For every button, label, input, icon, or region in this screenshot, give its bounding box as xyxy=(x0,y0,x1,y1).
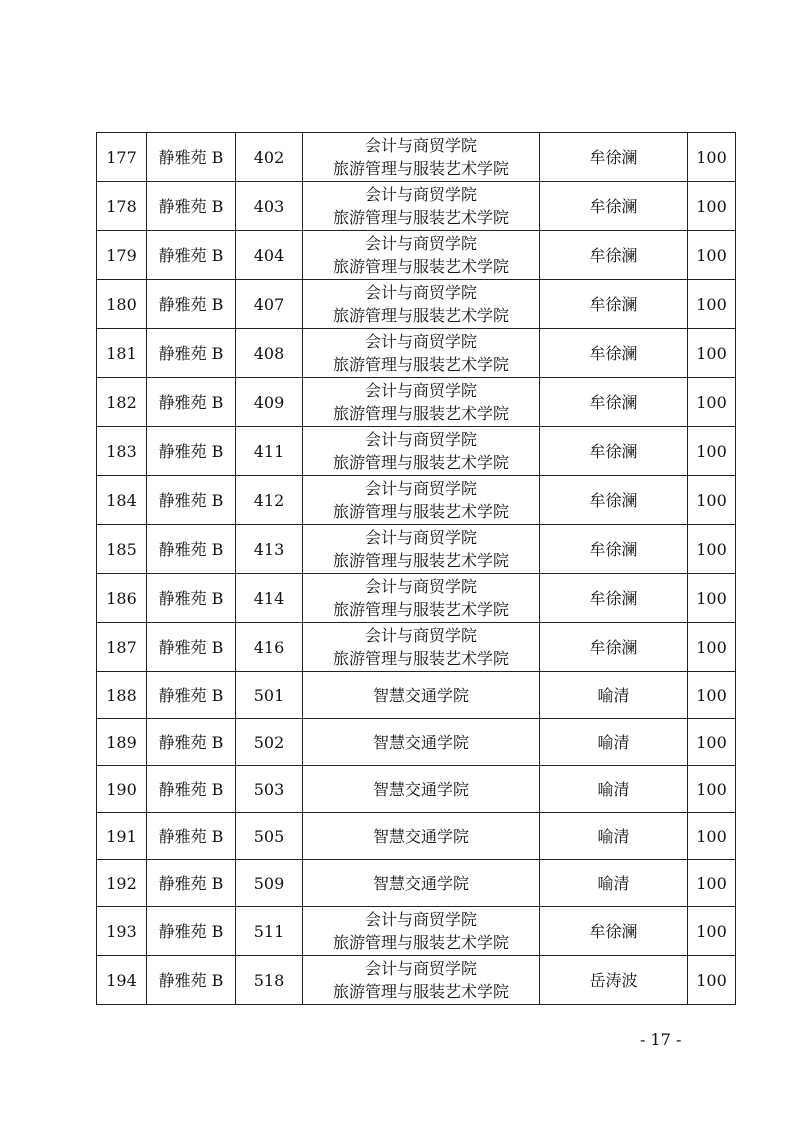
college-name: 旅游管理与服装艺术学院 xyxy=(332,159,509,178)
table-row xyxy=(97,329,736,378)
building-cell: 静雅苑 B xyxy=(147,182,236,231)
college-name: 智慧交通学院 xyxy=(372,826,469,846)
table-row xyxy=(97,476,736,525)
college-name: 旅游管理与服装艺术学院 xyxy=(332,649,509,668)
room-cell: 502 xyxy=(236,719,303,766)
counselor-cell: 牟徐澜 xyxy=(540,907,688,956)
table-row xyxy=(97,525,736,574)
row-number-cell: 184 xyxy=(97,476,147,525)
row-number-cell: 193 xyxy=(97,907,147,956)
counselor-cell: 喻清 xyxy=(540,860,688,907)
building-cell: 静雅苑 B xyxy=(147,280,236,329)
college-name: 旅游管理与服装艺术学院 xyxy=(332,502,509,521)
college-name: 智慧交通学院 xyxy=(372,873,469,893)
score-cell: 100 xyxy=(688,280,736,329)
college-cell xyxy=(303,907,540,956)
college-cell xyxy=(303,427,540,476)
college-name: 智慧交通学院 xyxy=(372,732,469,752)
row-number-cell: 188 xyxy=(97,672,147,719)
building-cell: 静雅苑 B xyxy=(147,813,236,860)
counselor-cell: 喻清 xyxy=(540,813,688,860)
room-cell: 413 xyxy=(236,525,303,574)
counselor-cell: 牟徐澜 xyxy=(540,231,688,280)
table-row xyxy=(97,907,736,956)
building-cell: 静雅苑 B xyxy=(147,133,236,182)
college-name: 会计与商贸学院 xyxy=(364,332,477,351)
counselor-cell: 牟徐澜 xyxy=(540,525,688,574)
college-name: 会计与商贸学院 xyxy=(364,234,477,253)
building-cell: 静雅苑 B xyxy=(147,907,236,956)
counselor-cell: 喻清 xyxy=(540,766,688,813)
score-cell: 100 xyxy=(688,672,736,719)
room-cell: 412 xyxy=(236,476,303,525)
table-row xyxy=(97,672,736,719)
counselor-cell: 牟徐澜 xyxy=(540,280,688,329)
building-cell: 静雅苑 B xyxy=(147,525,236,574)
building-cell: 静雅苑 B xyxy=(147,766,236,813)
building-cell: 静雅苑 B xyxy=(147,427,236,476)
college-cell xyxy=(303,329,540,378)
row-number-cell: 189 xyxy=(97,719,147,766)
table-row xyxy=(97,182,736,231)
room-cell: 403 xyxy=(236,182,303,231)
college-name: 智慧交通学院 xyxy=(372,685,469,705)
college-cell xyxy=(303,476,540,525)
college-name: 会计与商贸学院 xyxy=(364,185,477,204)
counselor-cell: 岳涛波 xyxy=(540,956,688,1005)
room-cell: 411 xyxy=(236,427,303,476)
college-name: 旅游管理与服装艺术学院 xyxy=(332,355,509,374)
room-cell: 518 xyxy=(236,956,303,1005)
college-cell xyxy=(303,623,540,672)
college-name: 会计与商贸学院 xyxy=(364,283,477,302)
college-name: 旅游管理与服装艺术学院 xyxy=(332,306,509,325)
table-body xyxy=(97,133,736,1005)
counselor-cell: 牟徐澜 xyxy=(540,427,688,476)
row-number-cell: 182 xyxy=(97,378,147,427)
building-cell: 静雅苑 B xyxy=(147,860,236,907)
college-cell xyxy=(303,133,540,182)
row-number-cell: 192 xyxy=(97,860,147,907)
room-cell: 409 xyxy=(236,378,303,427)
college-cell xyxy=(303,182,540,231)
page-number: - 17 - xyxy=(640,1030,682,1049)
row-number-cell: 180 xyxy=(97,280,147,329)
row-number-cell: 194 xyxy=(97,956,147,1005)
room-cell: 402 xyxy=(236,133,303,182)
building-cell: 静雅苑 B xyxy=(147,231,236,280)
score-cell: 100 xyxy=(688,476,736,525)
room-cell: 505 xyxy=(236,813,303,860)
college-name: 会计与商贸学院 xyxy=(364,479,477,498)
college-cell xyxy=(303,860,540,907)
room-cell: 416 xyxy=(236,623,303,672)
college-name: 旅游管理与服装艺术学院 xyxy=(332,551,509,570)
score-cell: 100 xyxy=(688,907,736,956)
room-cell: 407 xyxy=(236,280,303,329)
room-cell: 511 xyxy=(236,907,303,956)
college-name: 旅游管理与服装艺术学院 xyxy=(332,600,509,619)
row-number-cell: 187 xyxy=(97,623,147,672)
table-row xyxy=(97,860,736,907)
score-cell: 100 xyxy=(688,766,736,813)
college-cell xyxy=(303,574,540,623)
college-name: 会计与商贸学院 xyxy=(364,959,477,978)
score-cell: 100 xyxy=(688,231,736,280)
college-name: 旅游管理与服装艺术学院 xyxy=(332,257,509,276)
building-cell: 静雅苑 B xyxy=(147,672,236,719)
score-cell: 100 xyxy=(688,719,736,766)
college-name: 会计与商贸学院 xyxy=(364,136,477,155)
row-number-cell: 177 xyxy=(97,133,147,182)
college-name: 会计与商贸学院 xyxy=(364,430,477,449)
room-cell: 404 xyxy=(236,231,303,280)
counselor-cell: 牟徐澜 xyxy=(540,182,688,231)
room-cell: 501 xyxy=(236,672,303,719)
college-name: 会计与商贸学院 xyxy=(364,528,477,547)
counselor-cell: 牟徐澜 xyxy=(540,476,688,525)
row-number-cell: 185 xyxy=(97,525,147,574)
room-cell: 509 xyxy=(236,860,303,907)
score-cell: 100 xyxy=(688,427,736,476)
score-cell: 100 xyxy=(688,860,736,907)
college-name: 会计与商贸学院 xyxy=(364,381,477,400)
counselor-cell: 喻清 xyxy=(540,672,688,719)
building-cell: 静雅苑 B xyxy=(147,378,236,427)
building-cell: 静雅苑 B xyxy=(147,956,236,1005)
dormitory-score-table xyxy=(96,132,736,1005)
building-cell: 静雅苑 B xyxy=(147,719,236,766)
counselor-cell: 牟徐澜 xyxy=(540,623,688,672)
row-number-cell: 183 xyxy=(97,427,147,476)
college-name: 会计与商贸学院 xyxy=(364,626,477,645)
score-cell: 100 xyxy=(688,623,736,672)
row-number-cell: 186 xyxy=(97,574,147,623)
counselor-cell: 牟徐澜 xyxy=(540,574,688,623)
table-row xyxy=(97,719,736,766)
college-name: 旅游管理与服装艺术学院 xyxy=(332,982,509,1001)
counselor-cell: 喻清 xyxy=(540,719,688,766)
table-row xyxy=(97,956,736,1005)
college-cell xyxy=(303,525,540,574)
table-row xyxy=(97,378,736,427)
college-name: 旅游管理与服装艺术学院 xyxy=(332,404,509,423)
building-cell: 静雅苑 B xyxy=(147,476,236,525)
college-cell xyxy=(303,766,540,813)
score-cell: 100 xyxy=(688,378,736,427)
college-name: 会计与商贸学院 xyxy=(364,577,477,596)
college-name: 智慧交通学院 xyxy=(372,779,469,799)
room-cell: 408 xyxy=(236,329,303,378)
score-cell: 100 xyxy=(688,525,736,574)
counselor-cell: 牟徐澜 xyxy=(540,378,688,427)
table-row xyxy=(97,231,736,280)
row-number-cell: 178 xyxy=(97,182,147,231)
table-row xyxy=(97,766,736,813)
college-cell xyxy=(303,719,540,766)
row-number-cell: 179 xyxy=(97,231,147,280)
college-cell xyxy=(303,956,540,1005)
college-name: 会计与商贸学院 xyxy=(364,910,477,929)
building-cell: 静雅苑 B xyxy=(147,574,236,623)
counselor-cell: 牟徐澜 xyxy=(540,133,688,182)
row-number-cell: 190 xyxy=(97,766,147,813)
score-cell: 100 xyxy=(688,133,736,182)
score-cell: 100 xyxy=(688,574,736,623)
college-name: 旅游管理与服装艺术学院 xyxy=(332,453,509,472)
table-row xyxy=(97,427,736,476)
room-cell: 414 xyxy=(236,574,303,623)
table-row xyxy=(97,574,736,623)
college-name: 旅游管理与服装艺术学院 xyxy=(332,933,509,952)
college-cell xyxy=(303,672,540,719)
college-name: 旅游管理与服装艺术学院 xyxy=(332,208,509,227)
building-cell: 静雅苑 B xyxy=(147,623,236,672)
score-cell: 100 xyxy=(688,813,736,860)
room-cell: 503 xyxy=(236,766,303,813)
score-cell: 100 xyxy=(688,329,736,378)
table-row xyxy=(97,133,736,182)
score-cell: 100 xyxy=(688,182,736,231)
college-cell xyxy=(303,813,540,860)
table-row xyxy=(97,280,736,329)
score-cell: 100 xyxy=(688,956,736,1005)
building-cell: 静雅苑 B xyxy=(147,329,236,378)
row-number-cell: 191 xyxy=(97,813,147,860)
table-row xyxy=(97,623,736,672)
college-cell xyxy=(303,378,540,427)
college-cell xyxy=(303,231,540,280)
counselor-cell: 牟徐澜 xyxy=(540,329,688,378)
table-row xyxy=(97,813,736,860)
college-cell xyxy=(303,280,540,329)
row-number-cell: 181 xyxy=(97,329,147,378)
